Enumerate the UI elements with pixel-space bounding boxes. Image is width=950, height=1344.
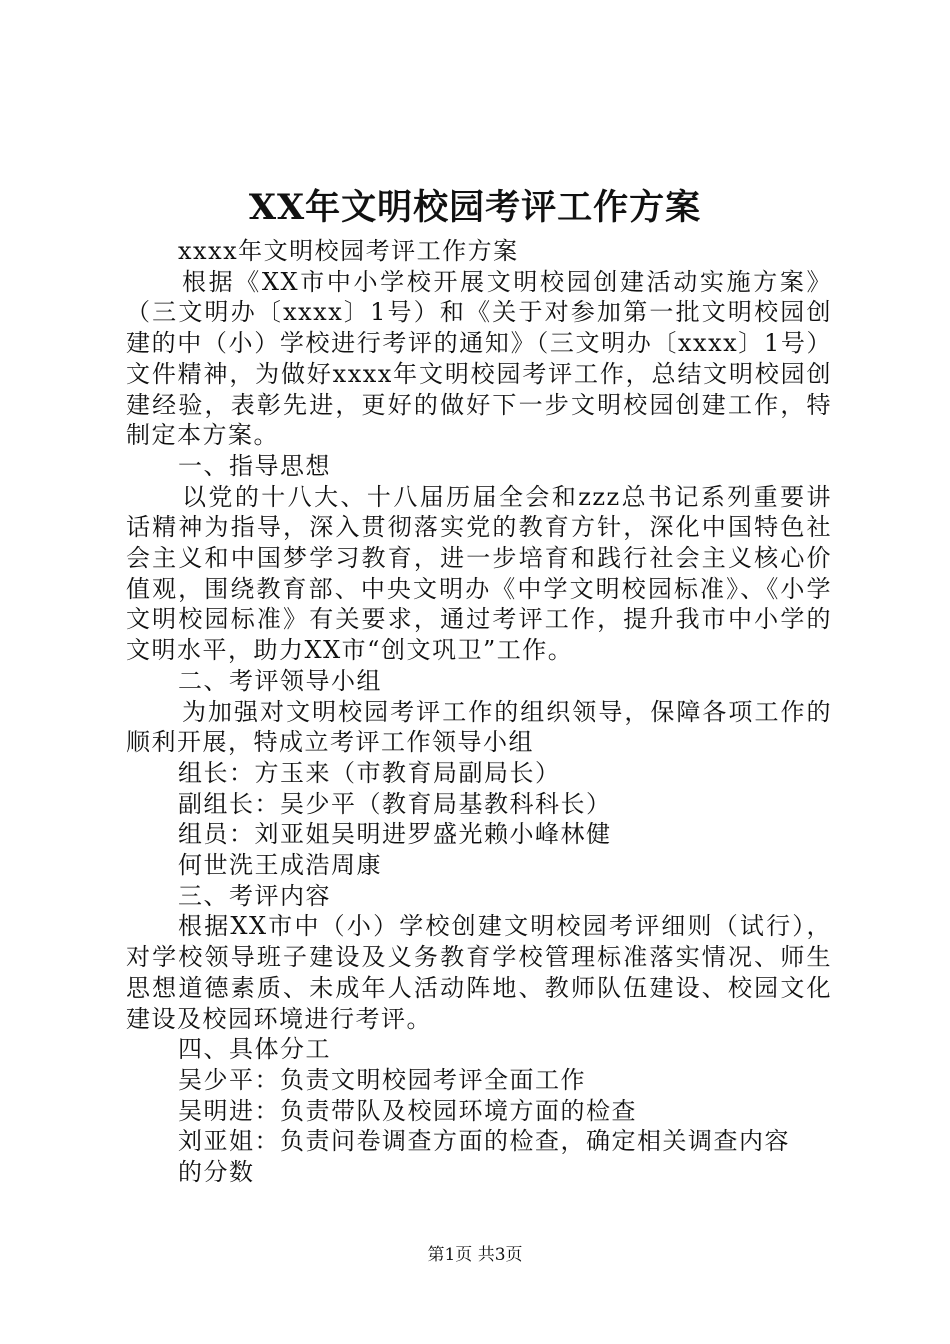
evaluation-content-paragraph: 根据XX市中（小）学校创建文明校园考评细则（试行），对学校领导班子建设及义务教育学校管理标准落实情况、师生思想道德素质、未成年人活动阵地、教师队伍建设、校园文化建设及校园环境进行考评。 <box>126 912 832 1033</box>
subtitle-paragraph: xxxx年文明校园考评工作方案 <box>178 237 519 265</box>
intro-paragraph: 根据《XX市中小学校开展文明校园创建活动实施方案》（三文明办〔xxxx〕1号）和《关于对参加第一批文明校园创建的中（小）学校进行考评的通知》（三文明办〔xxxx〕1号）文件精神，为做好xxxx年文明校园考评工作，总结文明校园创建经验，表彰先进，更好的做好下一步文明校园创建工作，特制定本方案。 <box>126 267 832 450</box>
document-title: XX年文明校园考评工作方案 <box>248 187 702 228</box>
members-line-continued: 何世洗王成浩周康 <box>178 851 382 880</box>
section-heading-2: 二、考评领导小组 <box>178 666 382 695</box>
division-line-3-continued: 的分数 <box>178 1158 255 1187</box>
section-heading-4: 四、具体分工 <box>178 1035 331 1064</box>
section-heading-3: 三、考评内容 <box>178 881 331 910</box>
division-line-3: 刘亚姐：负责问卷调查方面的检查，确定相关调查内容 <box>178 1127 790 1156</box>
leadership-group-paragraph: 为加强对文明校园考评工作的组织领导，保障各项工作的顺利开展，特成立考评工作领导小组 <box>126 697 832 757</box>
section-heading-1: 一、指导思想 <box>178 451 331 480</box>
group-leader-line: 组长：方玉来（市教育局副局长） <box>178 758 561 787</box>
deputy-leader-line: 副组长：吴少平（教育局基教科科长） <box>178 789 612 818</box>
division-line-2: 吴明进：负责带队及校园环境方面的检查 <box>178 1096 637 1125</box>
guiding-thought-paragraph: 以党的十八大、十八届历届全会和zzz总书记系列重要讲话精神为指导，深入贯彻落实党的教育方针，深化中国特色社会主义和中国梦学习教育，进一步培育和践行社会主义核心价值观，围绕教育部、中央文明办《中学文明校园标准》、《小学文明校园标准》有关要求，通过考评工作，提升我市中小学的文明水平，助力XX市“创文巩卫”工作。 <box>126 482 832 665</box>
members-line: 组员：刘亚姐吴明进罗盛光赖小峰林健 <box>178 820 612 849</box>
division-line-1: 吴少平：负责文明校园考评全面工作 <box>178 1065 586 1094</box>
page-footer: 第1页 共3页 <box>427 1245 523 1265</box>
document-body <box>126 236 832 1188</box>
